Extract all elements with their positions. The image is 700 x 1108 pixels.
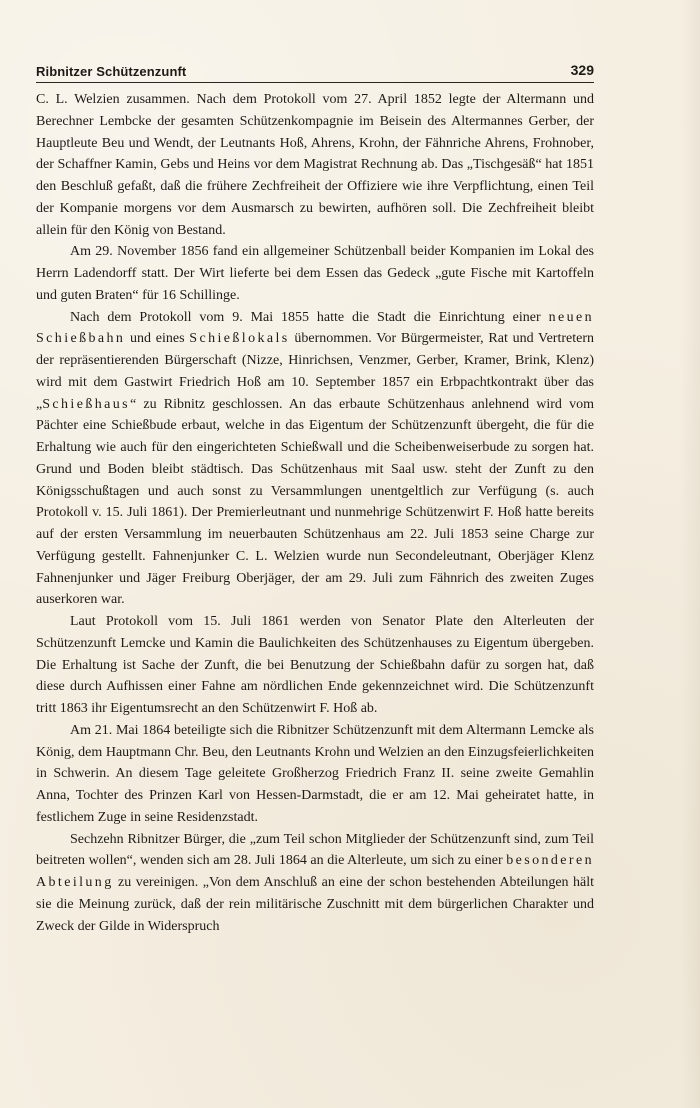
spaced-term-schiesslokals: Schießlokals — [189, 331, 290, 347]
paragraph-3-text: übernommen. Vor Bürgermeister, Rat und Vertretern der repräsentierenden Bürgerschaft (Nizze, Hinrichsen, Venzmer, Gerber, Kramer, Brink, Klenz) wird mit dem Gastwirt Friedrich Hoß am 10. September 1857 ein Erbpachtkontrakt über das „ — [36, 331, 595, 412]
running-title: Ribnitzer Schützenzunft — [36, 64, 187, 79]
paragraph-6-text: Sechzehn Ribnitzer Bürger, die „zum Teil schon Mitglieder der Schützenzunft sind, zum Teil beitreten wollen“, wenden sich am 28. Juli 1864 an die Alterleute, um sich zu einer — [36, 831, 594, 869]
paragraph-6-text: zu vereinigen. „Von dem Anschluß an eine der schon bestehenden Abteilungen hält sie die Meinung zurück, daß der rein militärische Zuschnitt mit dem bürgerlichen Charakter und Zweck der Gilde in Widerspruch — [36, 875, 594, 934]
page-number: 329 — [570, 62, 594, 78]
page-edge-shadow — [680, 0, 700, 1108]
paragraph-5: Am 21. Mai 1864 beteiligte sich die Ribnitzer Schützenzunft mit dem Altermann Lemcke als König, dem Hauptmann Chr. Beu, den Leutnants Krohn und Welzien an den Einzugsfeierlichkeiten in Schwerin. An diesem Tage geleitete Großherzog Friedrich Franz II. seine zweite Gemahlin Anna, Tochter des Prinzen Karl von Hessen-Darmstadt, die er am 12. Mai geheiratet hatte, in festlichem Zuge in seine Residenzstadt. — [36, 722, 594, 825]
paragraph-1: C. L. Welzien zusammen. Nach dem Protokoll vom 27. April 1852 legte der Altermann und Berechner Lembcke der gesamten Schützenkompagnie im Beisein des Altermannes Gerber, der Hauptleute Beu und Wendt, der Leutnants Hoß, Ahrens, Krohn, der Fähnriche Ahrens, Frohnober, der Schaffner Kamin, Gebs und Heins vor dem Magistrat Rechnung ab. Das „Tischgesäß“ hat 1851 den Beschluß gefaßt, daß die frühere Zechfreiheit der Offiziere wie ihre Verpflichtung, einen Teil der Kompanie morgens vor dem Ausmarsch zu bewirten, aufhören soll. Die Zechfreiheit bleibt allein für den König von Bestand. — [36, 92, 594, 238]
body-text — [36, 89, 594, 937]
paragraph-6 — [36, 829, 594, 938]
spaced-term-besondere-abteilung: besonderen Abteilung — [36, 853, 594, 890]
spaced-term-neue-schiessbahn: neuen Schießbahn — [36, 309, 594, 347]
paragraph-3-text: Nach dem Protokoll vom 9. Mai 1855 hatte die Stadt die Einrichtung einer — [70, 309, 549, 325]
paragraph-3 — [36, 307, 594, 612]
paragraph-3-text: und eines — [125, 331, 190, 347]
spaced-term-schiesshaus: Schießhaus — [42, 396, 130, 412]
running-header — [36, 62, 594, 83]
paragraph-3-text: “ zu Ribnitz geschlossen. An das erbaute Schützenhaus anlehnend wird vom Pächter eine Schießbude erbaut, welche in das Eigentum der Schützenzunft übergeht, die für die Erhaltung wie auch für den eingerichteten Schießwall und die Scheibenweiserbude zu sorgen hat. Grund und Boden bleibt städtisch. Das Schützenhaus mit Saal usw. steht der Zunft zu den Königsschußtagen und auch sonst zu Versammlungen unentgeltlich zur Verfügung (s. auch Protokoll v. 15. Juli 1861). Der Premierleutnant und nunmehrige Schützenwirt F. Hoß hatte bereits auf der ersten Versammlung im neuerbauten Schützenhaus am 22. Juli 1853 seine Charge zur Verfügung gestellt. Fahnenjunker C. L. Welzien wurde nun Secondeleutnant, Oberjäger Klenz Fahnenjunker und Jäger Freiburg Oberjäger, der am 29. Juli zum Fähnrich des zweiten Zuges auserkoren war. — [36, 396, 594, 608]
paragraph-2: Am 29. November 1856 fand ein allgemeiner Schützenball beider Kompanien im Lokal des Herrn Ladendorff statt. Der Wirt lieferte bei dem Essen das Gedeck „gute Fische mit Kartoffeln und guten Braten“ für 16 Schillinge. — [36, 244, 594, 303]
paragraph-4: Laut Protokoll vom 15. Juli 1861 werden von Senator Plate den Alterleuten der Schützenzunft Lemcke und Kamin die Baulichkeiten des Schützenhauses zu Eigentum übergeben. Die Erhaltung ist Sache der Zunft, die bei Benutzung der Schießbahn dafür zu sorgen hat, daß diese durch Aufhissen einer Fahne am nördlichen Ende gekennzeichnet wird. Die Schützenzunft tritt 1863 ihr Eigentumsrecht an den Schützenwirt F. Hoß ab. — [36, 614, 594, 716]
